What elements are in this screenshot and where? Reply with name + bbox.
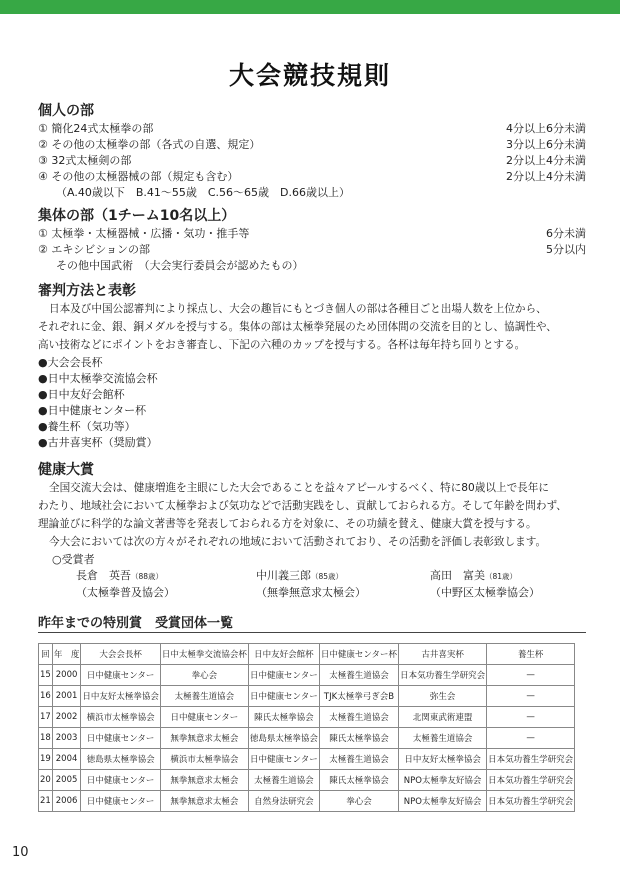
cup-item: ●古井喜実杯（奨励賞） <box>38 436 158 449</box>
table-row <box>39 665 575 686</box>
recipient-name: 中川義三郎 <box>256 569 311 582</box>
rule-item <box>38 153 586 169</box>
table-cell: 2003 <box>52 728 81 749</box>
health-text <box>38 480 586 550</box>
table-cell: 弥生会 <box>399 686 487 707</box>
cup-item: ●日中友好会館杯 <box>38 388 125 401</box>
table-cell: 横浜市太極拳協会 <box>160 749 248 770</box>
table-cell: 20 <box>39 770 53 791</box>
paragraph-line: 高い技術などにポイントをおき審査し、下記の六種のカップを授与する。各杯は毎年持ち回りとする。 <box>38 339 526 351</box>
table-cell: 日中健康センター <box>248 749 319 770</box>
table-cell: 日中友好太極拳協会 <box>81 686 161 707</box>
table-cell: NPO太極拳友好協会 <box>399 791 487 812</box>
table-row <box>39 770 575 791</box>
group-note: その他中国武術 （大会実行委員会が認めたもの） <box>56 259 304 272</box>
table-cell: 2005 <box>52 770 81 791</box>
cup-list <box>38 355 586 451</box>
rule-item <box>38 169 586 185</box>
rule-item <box>38 226 586 242</box>
paragraph-line: 今大会においては次の方々がそれぞれの地域において活動されており、その活動を評価し表彰致します。 <box>49 536 547 548</box>
paragraph-line: 理論並びに科学的な論文著書等を発表しておられる方を対象に、その功績を賛え、健康大賞を授与する。 <box>38 518 537 530</box>
table-header-cell: 養生杯 <box>487 644 575 665</box>
table-header-cell: 大会会長杯 <box>81 644 161 665</box>
recipients-label: ○受賞者 <box>52 553 95 566</box>
table-header-row <box>39 644 575 665</box>
awards-table-heading: 昨年までの特別賞 受賞団体一覧 <box>38 612 586 633</box>
paragraph-line: それぞれに金、銀、銅メダルを授与する。集体の部は太極拳発展のため団体間の交流を目的とし、協調性や、 <box>38 321 557 333</box>
table-cell: 日中健康センター <box>81 791 161 812</box>
table-cell: NPO太極拳友好協会 <box>399 770 487 791</box>
table-header-cell: 日中太極拳交流協会杯 <box>160 644 248 665</box>
rule-item-time: 6分未満 <box>546 227 586 240</box>
group-heading: 集体の部（1チーム10名以上） <box>38 208 236 224</box>
table-cell: 19 <box>39 749 53 770</box>
table-cell: 2004 <box>52 749 81 770</box>
rule-item <box>38 121 586 137</box>
table-cell: 日中健康センター <box>81 665 161 686</box>
table-cell: 横浜市太極拳協会 <box>81 707 161 728</box>
rule-item-time: 3分以上6分未満 <box>506 138 586 151</box>
table-cell: 拳心会 <box>319 791 398 812</box>
judging-heading: 審判方法と表彰 <box>38 283 136 299</box>
rule-item-label: ② その他の太極拳の部（各式の自選、規定） <box>38 138 261 151</box>
table-header-cell: 古井喜実杯 <box>399 644 487 665</box>
table-cell: 17 <box>39 707 53 728</box>
table-cell: 陳氏太極拳協会 <box>319 728 398 749</box>
table-cell: 日中友好太極拳協会 <box>399 749 487 770</box>
rule-item-label: ① 簡化24式太極拳の部 <box>38 122 154 135</box>
table-cell: 日中健康センター <box>160 707 248 728</box>
table-cell: 拳心会 <box>160 665 248 686</box>
table-cell: 太極養生道協会 <box>399 728 487 749</box>
individual-heading: 個人の部 <box>38 103 94 119</box>
table-cell: 日本気功養生学研究会 <box>487 749 575 770</box>
table-cell: 日中健康センター <box>81 728 161 749</box>
health-heading: 健康大賞 <box>38 462 94 478</box>
rule-item-time: 2分以上4分未満 <box>506 170 586 183</box>
table-cell: 2001 <box>52 686 81 707</box>
page-title: 大会競技規則 <box>228 61 391 90</box>
rule-item-time: 4分以上6分未満 <box>506 122 586 135</box>
table-cell: 日中健康センター <box>81 770 161 791</box>
table-cell: 日本気功養生学研究会 <box>399 665 487 686</box>
recipient-org: （中野区太極拳協会） <box>430 586 540 599</box>
group-list <box>38 226 586 258</box>
cup-item: ●日中健康センター杯 <box>38 404 147 417</box>
table-cell: 徳島県太極拳協会 <box>81 749 161 770</box>
recipient <box>256 568 366 601</box>
table-cell: — <box>487 728 575 749</box>
recipient-org: （太極拳普及協会） <box>76 586 175 599</box>
recipients <box>38 568 586 604</box>
individual-list <box>38 121 586 185</box>
rule-item-label: ② エキシビションの部 <box>38 243 151 256</box>
recipient-org: （無拳無意求太極会） <box>256 586 366 599</box>
table-row <box>39 749 575 770</box>
table-cell: 陳氏太極拳協会 <box>319 770 398 791</box>
table-cell: 無拳無意求太極会 <box>160 728 248 749</box>
cup-item: ●大会会長杯 <box>38 356 103 369</box>
header-accent-bar <box>0 0 620 14</box>
table-cell: 無拳無意求太極会 <box>160 791 248 812</box>
rule-item <box>38 242 586 258</box>
table-cell: — <box>487 686 575 707</box>
table-row <box>39 791 575 812</box>
table-cell: 北関東武術連盟 <box>399 707 487 728</box>
recipient-age: （85歳） <box>311 572 344 581</box>
paragraph-line: 全国交流大会は、健康増進を主眼にした大会であることを益々アピールするべく、特に80歳以上で長年に <box>49 482 549 494</box>
table-header-cell: 日中健康センター杯 <box>319 644 398 665</box>
table-cell: 徳島県太極拳協会 <box>248 728 319 749</box>
paragraph-line: 日本及び中国公認審判により採点し、大会の趣旨にもとづき個人の部は各種目ごと出場人数を上位から、 <box>49 303 547 315</box>
table-cell: 15 <box>39 665 53 686</box>
recipient-name: 長倉 英吾 <box>76 569 131 582</box>
cup-item: ●日中太極拳交流協会杯 <box>38 372 158 385</box>
table-cell: 2000 <box>52 665 81 686</box>
recipient <box>76 568 175 601</box>
cup-item: ●養生杯（気功等） <box>38 420 136 433</box>
table-cell: 無拳無意求太極会 <box>160 770 248 791</box>
table-cell: 日本気功養生学研究会 <box>487 791 575 812</box>
recipient <box>430 568 540 601</box>
table-cell: 18 <box>39 728 53 749</box>
rule-item-time: 5分以内 <box>546 243 586 256</box>
table-cell: 太極養生道協会 <box>160 686 248 707</box>
table-cell: 21 <box>39 791 53 812</box>
table-header-cell: 年 度 <box>52 644 81 665</box>
table-cell: 日中健康センター <box>248 686 319 707</box>
rule-item-label: ④ その他の太極器械の部（規定も含む） <box>38 170 239 183</box>
table-cell: 16 <box>39 686 53 707</box>
rule-item-time: 2分以上4分未満 <box>506 154 586 167</box>
rule-item-label: ① 太極拳・太極器械・広播・気功・推手等 <box>38 227 250 240</box>
table-row <box>39 728 575 749</box>
table-cell: 2002 <box>52 707 81 728</box>
table-cell: 日本気功養生学研究会 <box>487 770 575 791</box>
recipient-age: （81歳） <box>485 572 518 581</box>
table-cell: 日中健康センター <box>248 665 319 686</box>
table-header-cell: 日中友好会館杯 <box>248 644 319 665</box>
table-row <box>39 707 575 728</box>
table-cell: 太極養生道協会 <box>319 665 398 686</box>
table-cell: 太極養生道協会 <box>319 749 398 770</box>
age-note: （A.40歳以下 B.41～55歳 C.56～65歳 D.66歳以上） <box>56 186 350 199</box>
judging-text <box>38 301 586 353</box>
table-cell: — <box>487 665 575 686</box>
rule-item <box>38 137 586 153</box>
rules-content <box>38 100 586 812</box>
table-header-cell: 回 <box>39 644 53 665</box>
paragraph-line: わたり、地域社会において太極拳および気功などで活動実践をし、貢献しておられる方。そして年齢を問わず、 <box>38 500 567 512</box>
table-row <box>39 686 575 707</box>
table-cell: 2006 <box>52 791 81 812</box>
rule-item-label: ③ 32式太極剣の部 <box>38 154 132 167</box>
recipient-age: （88歳） <box>131 572 164 581</box>
recipient-name: 高田 富美 <box>430 569 485 582</box>
awards-table <box>38 643 575 812</box>
table-cell: 陳氏太極拳協会 <box>248 707 319 728</box>
table-cell: 太極養生道協会 <box>248 770 319 791</box>
page-number: 10 <box>12 845 29 860</box>
table-cell: 太極養生道協会 <box>319 707 398 728</box>
table-cell: — <box>487 707 575 728</box>
table-cell: 自然身法研究会 <box>248 791 319 812</box>
table-cell: TJK太極拳弓ぎ会B <box>319 686 398 707</box>
